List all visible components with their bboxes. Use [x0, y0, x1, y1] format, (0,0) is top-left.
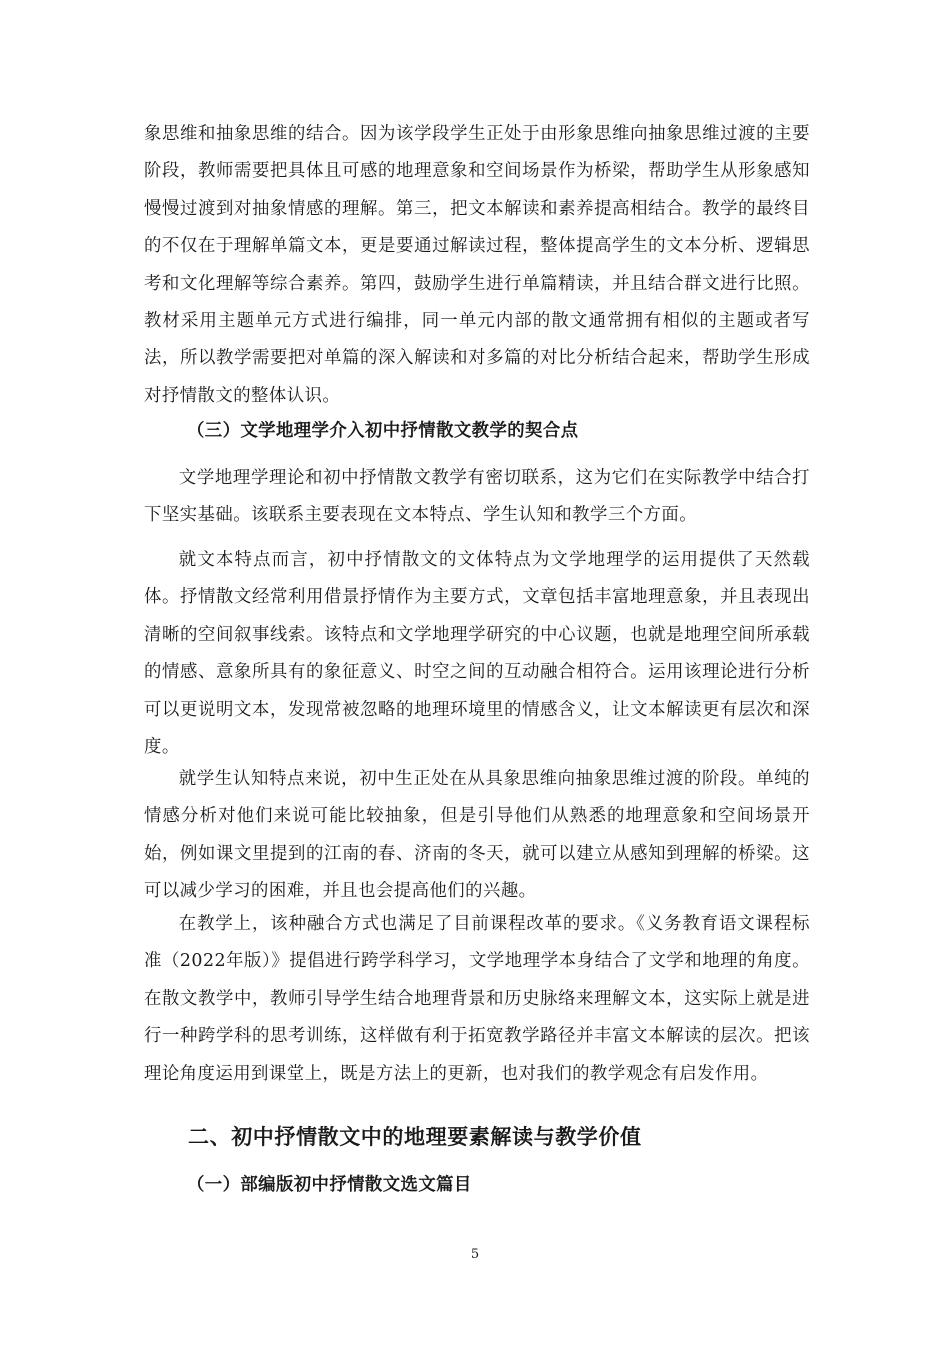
section-heading-1: （一）部编版初中抒情散文选文篇目 [187, 1175, 472, 1195]
paragraph-intro: 文学地理学理论和初中抒情散文教学有密切联系，这为它们在实际教学中结合打下坚实基础。该联系主要表现在文本特点、学生认知和教学三个方面。 [144, 468, 810, 526]
paragraph-teaching: 在教学上，该种融合方式也满足了目前课程改革的要求。《义务教育语文课程标准（2022年版）》提倡进行跨学科学习，文学地理学本身结合了文学和地理的角度。在散文教学中，教师引导学生结合地理背景和历史脉络来理解文本，这实际上就是进行一种跨学科的思考训练，这样做有利于拓宽教学路径并丰富文本解读的层次。把该理论角度运用到课堂上，既是方法上的更新，也对我们的教学观念有启发作用。 [144, 914, 810, 1084]
paragraph-text-features: 就文本特点而言，初中抒情散文的文体特点为文学地理学的运用提供了天然载体。抒情散文经常利用借景抒情作为主要方式，文章包括丰富地理意象，并且表现出清晰的空间叙事线索。该特点和文学地理学研究的中心议题，也就是地理空间所承载的情感、意象所具有的象征意义、时空之间的互动融合相符合。运用该理论进行分析可以更说明文本，发现常被忽略的地理环境里的情感含义，让文本解读更有层次和深度。 [144, 550, 810, 758]
page-number: 5 [470, 1247, 480, 1262]
paragraph-student-cognition: 就学生认知特点来说，初中生正处在从具象思维向抽象思维过渡的阶段。单纯的情感分析对他们来说可能比较抽象，但是引导他们从熟悉的地理意象和空间场景开始，例如课文里提到的江南的春、济南的冬天，就可以建立从感知到理解的桥梁。这可以减少学习的困难，并且也会提高他们的兴趣。 [144, 769, 810, 902]
paragraph-continuation: 象思维和抽象思维的结合。因为该学段学生正处于由形象思维向抽象思维过渡的主要阶段，教师需要把具体且可感的地理意象和空间场景作为桥梁，帮助学生从形象感知慢慢过渡到对抽象情感的理解。第三，把文本解读和素养提高相结合。教学的最终目的不仅在于理解单篇文本，更是要通过解读过程，整体提高学生的文本分析、逻辑思考和文化理解等综合素养。第四，鼓励学生进行单篇精读，并且结合群文进行比照。教材采用主题单元方式进行编排，同一单元内部的散文通常拥有相似的主题或者写法，所以教学需要把对单篇的深入解读和对多篇的对比分析结合起来，帮助学生形成对抒情散文的整体认识。 [144, 124, 810, 406]
chapter-heading-2: 二、初中抒情散文中的地理要素解读与教学价值 [188, 1125, 642, 1149]
section-heading-3: （三）文学地理学介入初中抒情散文教学的契合点 [187, 421, 579, 441]
